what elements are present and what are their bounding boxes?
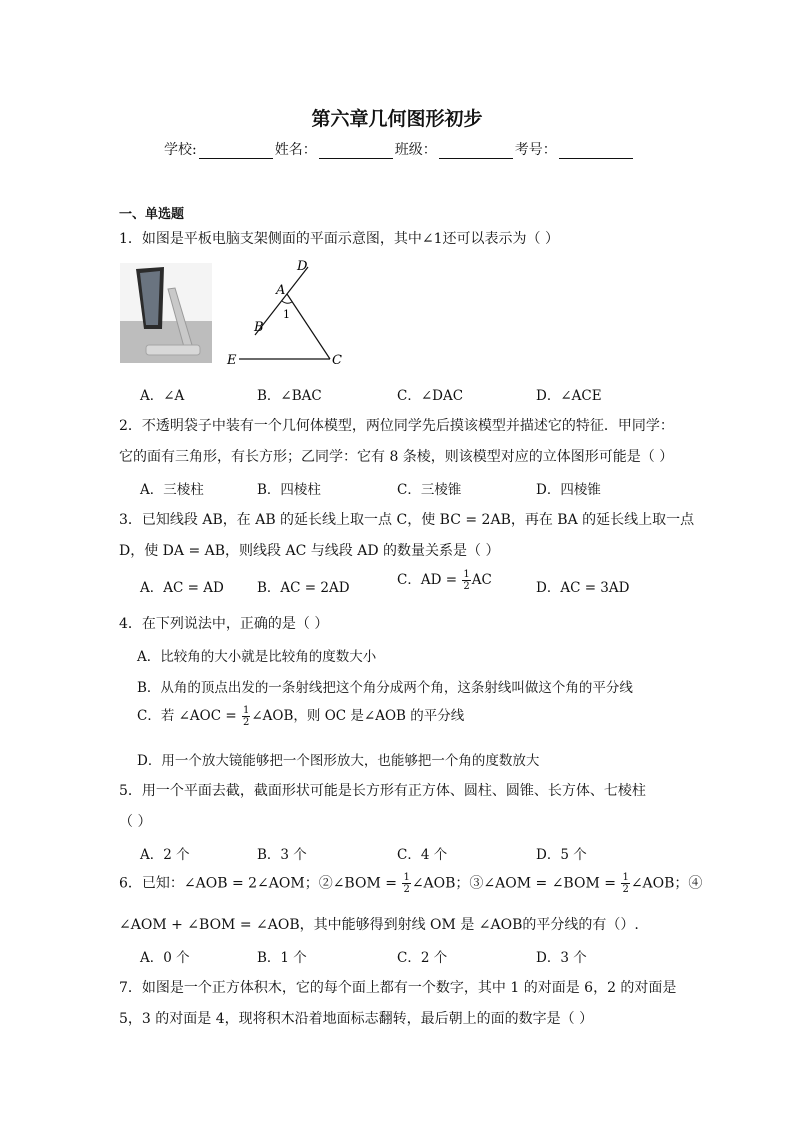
q3-option-c[interactable]	[397, 568, 492, 592]
q5-option-a[interactable]: A．2 个	[140, 847, 190, 863]
label-d: D	[297, 259, 308, 274]
section-heading: 一、单选题	[119, 207, 185, 222]
fraction-denominator: 2	[622, 884, 629, 895]
label-c: C	[332, 353, 342, 368]
fraction-denominator: 2	[463, 581, 470, 592]
q4-option-d[interactable]: D．用一个放大镜能够把一个图形放大，也能够把一个角的度数放大	[137, 753, 540, 769]
q1-option-c[interactable]: C．∠DAC	[397, 388, 464, 404]
angle-1-label: 1	[283, 308, 290, 321]
q6-line-2: ∠AOM + ∠BOM = ∠AOB，其中能够得到射线 OM 是 ∠AOB的平分线的有（）.	[119, 917, 639, 933]
q3-line-2: D，使 DA = AB，则线段 AC 与线段 AD 的数量关系是（ ）	[119, 543, 500, 559]
q6-option-d[interactable]: D．3 个	[536, 950, 587, 966]
label-a: A	[276, 283, 286, 298]
q6-part-2: ∠AOB；③∠AOM = ∠BOM =	[411, 875, 616, 892]
page-title: 第六章几何图形初步	[311, 108, 483, 130]
q1-stem: 1．如图是平板电脑支架侧面的平面示意图，其中∠1还可以表示为（ ）	[119, 231, 559, 247]
q1-option-d[interactable]: D．∠ACE	[536, 388, 602, 404]
q6-fraction-2	[621, 872, 629, 895]
q3-option-b[interactable]: B．AC = 2AD	[257, 580, 350, 596]
q6-option-a[interactable]: A．0 个	[140, 950, 190, 966]
q4-option-b[interactable]: B．从角的顶点出发的一条射线把这个角分成两个角，这条射线叫做这个角的平分线	[137, 680, 633, 696]
fraction-numerator: 1	[403, 872, 410, 883]
q3-option-d[interactable]: D．AC = 3AD	[536, 580, 630, 596]
q4-fraction	[242, 705, 250, 728]
q6-part-1: 6．已知：∠AOB = 2∠AOM；②∠BOM =	[119, 875, 397, 892]
fraction-numerator: 1	[622, 872, 629, 883]
q4-option-a[interactable]: A．比较角的大小就是比较角的度数大小	[137, 649, 377, 665]
q2-option-b[interactable]: B．四棱柱	[257, 482, 321, 498]
q3-option-c-left: AD =	[420, 572, 458, 588]
label-e: E	[227, 353, 237, 368]
q4-option-c[interactable]	[137, 704, 464, 728]
q2-option-a[interactable]: A．三棱柱	[140, 482, 204, 498]
student-info-row	[164, 139, 635, 159]
q7-line-2: 5，3 的对面是 4，现将积木沿着地面标志翻转，最后朝上的面的数字是（ ）	[119, 1011, 594, 1027]
q3-line-1: 3．已知线段 AB，在 AB 的延长线上取一点 C，使 BC = 2AB，再在 BA 的延长线上取一点	[119, 512, 695, 528]
q2-option-d[interactable]: D．四棱锥	[536, 482, 601, 498]
q5-option-c[interactable]: C．4 个	[397, 847, 448, 863]
q6-part-3: ∠AOB；④	[630, 875, 703, 892]
q5-line-1: 5．用一个平面去截，截面形状可能是长方形有正方体、圆柱、圆锥、长方体、七棱柱	[119, 783, 646, 799]
tablet-stand-photo	[120, 263, 212, 363]
q3-option-c-right: AC	[471, 572, 492, 588]
q1-option-a[interactable]: A．∠A	[140, 388, 185, 404]
school-field[interactable]	[199, 142, 273, 159]
q4-option-c-prefix: C．若 ∠AOC =	[137, 708, 237, 724]
q5-option-b[interactable]: B．3 个	[257, 847, 307, 863]
q6-line-1	[119, 872, 702, 895]
q6-fraction-1	[402, 872, 410, 895]
exam-number-label: 考号：	[514, 142, 557, 158]
q2-line-2: 它的面有三角形，有长方形；乙同学：它有 8 条棱，则该模型对应的立体图形可能是（ ）	[119, 449, 674, 465]
q6-option-b[interactable]: B．1 个	[257, 950, 307, 966]
q2-option-c[interactable]: C．三棱锥	[397, 482, 462, 498]
class-field[interactable]	[439, 142, 513, 159]
name-label: 姓名：	[274, 142, 317, 158]
class-label: 班级：	[394, 142, 437, 158]
q1-option-b[interactable]: B．∠BAC	[257, 388, 322, 404]
fraction-denominator: 2	[242, 717, 250, 728]
q3-option-c-prefix: C．	[397, 572, 421, 588]
q3-option-a[interactable]: A．AC = AD	[140, 580, 224, 596]
q7-line-1: 7．如图是一个正方体积木，它的每个面上都有一个数字，其中 1 的对面是 6，2 的对面是	[119, 980, 677, 996]
q6-option-c[interactable]: C．2 个	[397, 950, 448, 966]
fraction-numerator: 1	[463, 569, 470, 580]
name-field[interactable]	[319, 142, 393, 159]
school-label: 学校:	[164, 142, 197, 158]
fraction-denominator: 2	[403, 884, 410, 895]
exam-number-field[interactable]	[559, 142, 633, 159]
label-b: B	[254, 320, 264, 335]
q5-option-d[interactable]: D．5 个	[536, 847, 587, 863]
q3-fraction	[462, 569, 470, 592]
q5-line-2: （ ）	[119, 814, 152, 830]
q1-triangle-figure	[222, 255, 352, 370]
q4-stem: 4．在下列说法中，正确的是（ ）	[119, 616, 329, 632]
q4-option-c-suffix: ∠AOB，则 OC 是∠AOB 的平分线	[251, 708, 465, 724]
fraction-numerator: 1	[242, 705, 250, 716]
q2-line-1: 2．不透明袋子中装有一个几何体模型，两位同学先后摸该模型并描述它的特征．甲同学：	[119, 418, 674, 434]
